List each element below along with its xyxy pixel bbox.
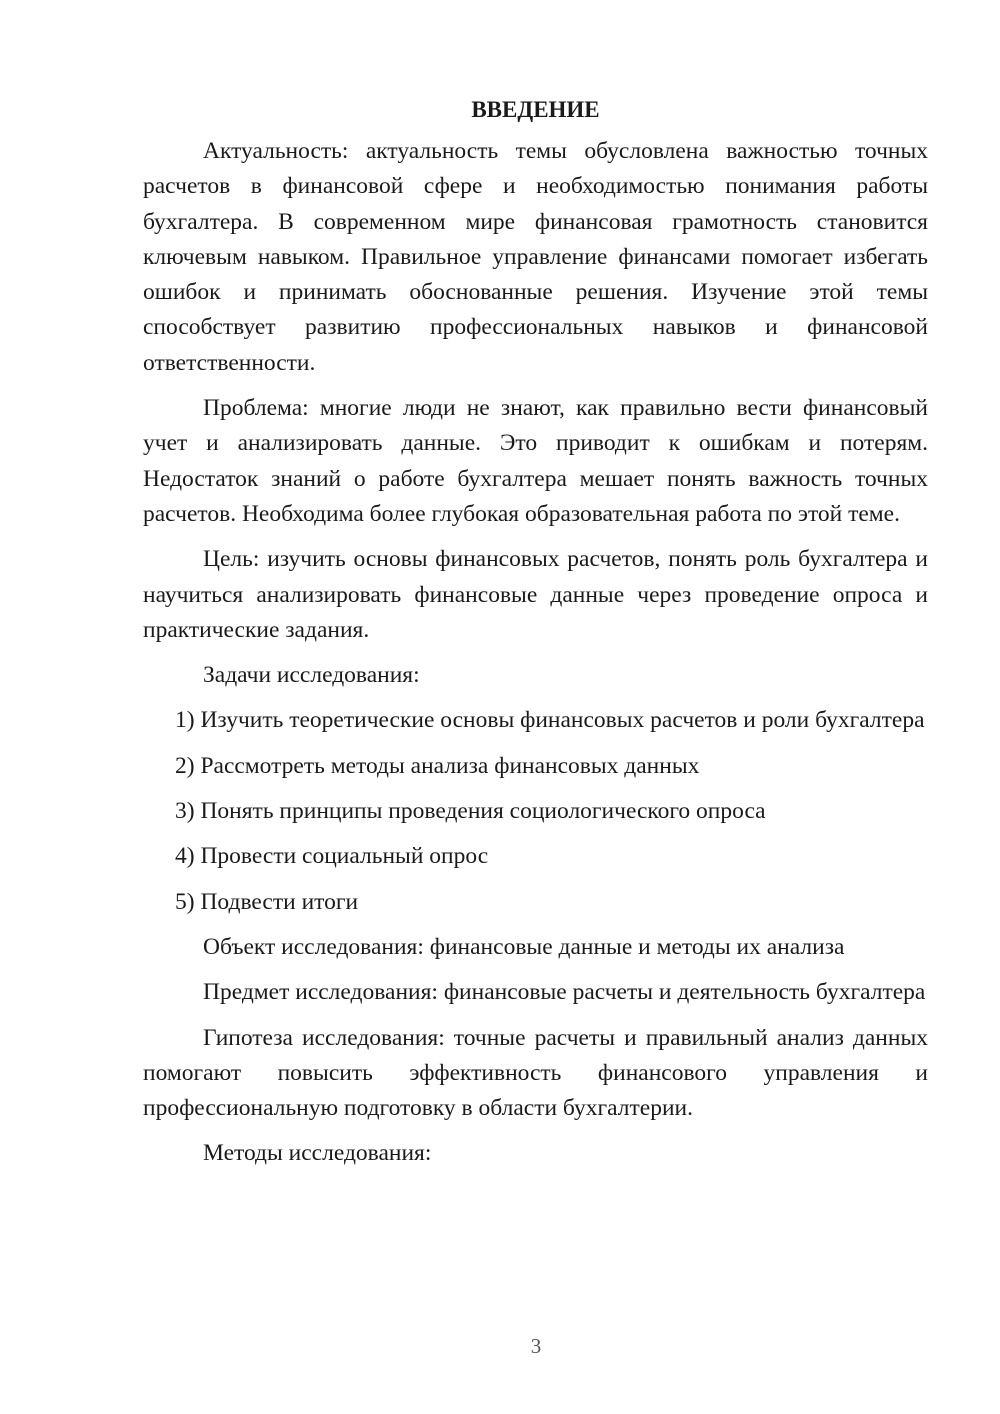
task-item: 1) Изучить теоретические основы финансовых расчетов и роли бухгалтера: [175, 707, 925, 734]
section-heading: ВВЕДЕНИЕ: [471, 97, 600, 122]
task-item: 5) Подвести итоги: [175, 888, 359, 915]
page-number: 3: [530, 1334, 542, 1358]
hypothesis-paragraph: Гипотеза исследования: точные расчеты и правильный анализ данных помогают повысить эффективность финансового управления и профессиональную подготовку в области бухгалтерии.: [143, 1024, 928, 1122]
tasks-label: Задачи исследования:: [203, 662, 420, 689]
methods-label: Методы исследования:: [203, 1140, 432, 1167]
problem-paragraph: Проблема: многие люди не знают, как правильно вести финансовый учет и анализировать данные. Это приводит к ошибкам и потерям. Недостаток знаний о работе бухгалтера мешает понять важность точных расчетов. Необходима более глубокая образовательная работа по этой теме.: [143, 395, 928, 527]
task-item: 2) Рассмотреть методы анализа финансовых данных: [175, 752, 700, 779]
subject-paragraph: Предмет исследования: финансовые расчеты и деятельность бухгалтера: [203, 979, 926, 1006]
goal-paragraph: Цель: изучить основы финансовых расчетов, понять роль бухгалтера и научиться анализировать финансовые данные через проведение опроса и практические задания.: [143, 546, 928, 643]
task-item: 4) Провести социальный опрос: [175, 843, 489, 870]
relevance-paragraph: Актуальность: актуальность темы обусловлена важностью точных расчетов в финансовой сфере и необходимостью понимания работы бухгалтера. В современном мире финансовая грамотность становится ключевым навыком. Правильное управление финансами помогает избегать ошибок и принимать обоснованные решения. Изучение этой темы способствует развитию профессиональных навыков и финансовой ответственности.: [143, 138, 928, 376]
task-item: 3) Понять принципы проведения социологического опроса: [175, 798, 766, 825]
object-paragraph: Объект исследования: финансовые данные и методы их анализа: [203, 933, 845, 960]
page-content: [143, 92, 928, 1182]
